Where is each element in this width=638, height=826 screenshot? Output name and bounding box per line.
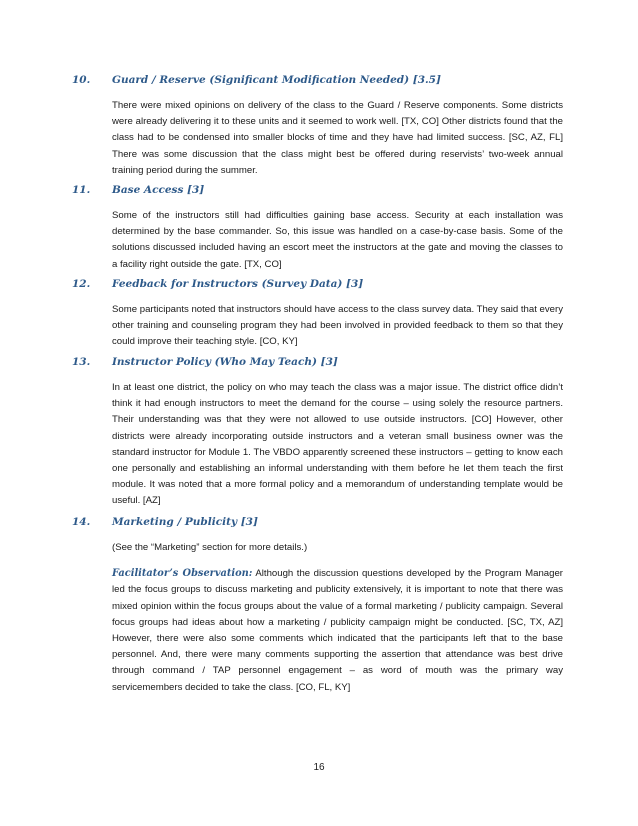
section-guard-reserve bbox=[72, 74, 572, 179]
section-heading bbox=[72, 74, 572, 92]
section-body: Some participants noted that instructors should have access to the class survey data. They said that every other training and counseling program they had been involved in provided feedback to them so that they could improve their teaching style. [CO, KY] bbox=[112, 304, 563, 348]
section-feedback-instructors bbox=[72, 278, 572, 351]
section-body: Some of the instructors still had difficulties gaining base access. Security at each installation was determined by the base commander. So, this issue was handled on a case-by-case basis. Some of the solutions discussed included having an escort meet the instructors at the gate and moving the classes to a facility right outside the gate. [TX, CO] bbox=[112, 210, 563, 270]
section-number: 12. bbox=[72, 278, 91, 290]
section-number: 11. bbox=[72, 184, 91, 196]
section-number: 10. bbox=[72, 74, 91, 86]
page-number: 16 bbox=[313, 762, 325, 773]
section-body: (See the “Marketing” section for more details.) bbox=[112, 542, 308, 553]
section-marketing-publicity bbox=[72, 516, 572, 696]
section-heading bbox=[72, 278, 572, 296]
facilitator-observation bbox=[112, 566, 563, 696]
section-heading bbox=[72, 516, 572, 534]
section-title: Instructor Policy (Who May Teach) [3] bbox=[112, 356, 338, 368]
section-title: Guard / Reserve (Significant Modification Needed) [3.5] bbox=[112, 74, 441, 86]
section-heading bbox=[72, 184, 572, 202]
section-body: There were mixed opinions on delivery of the class to the Guard / Reserve components. Some districts were already delivering it to these units and it seemed to work well. [TX, CO] Other districts found that the class had to be condensed into smaller blocks of time and they have had limited success. [SC, AZ, FL] There was some discussion that the class might best be offered during reservists’ two-week annual training period during the summer. bbox=[112, 100, 563, 176]
section-instructor-policy bbox=[72, 356, 572, 510]
section-title: Feedback for Instructors (Survey Data) [3] bbox=[112, 278, 364, 290]
section-heading bbox=[72, 356, 572, 374]
section-number: 13. bbox=[72, 356, 91, 368]
section-base-access bbox=[72, 184, 572, 273]
section-title: Base Access [3] bbox=[112, 184, 205, 196]
section-title: Marketing / Publicity [3] bbox=[112, 516, 258, 528]
section-number: 14. bbox=[72, 516, 91, 528]
observation-label: Facilitator’s Observation: bbox=[112, 568, 253, 580]
observation-text: Although the discussion questions developed by the Program Manager led the focus groups to discuss marketing and publicity extensively, it is important to note that there was mixed opinion within the focus groups about the value of a formal marketing / publicity campaign. Several focus groups had ideas about how a marketing / publicity campaign might be conducted. [SC, TX, AZ] However, there were also some comments which indicated that the participants left that to the base personnel. And, there were many comments supporting the assertion that attendance was best drive through command / TAP personnel engagement – as word of mouth was the primary way servicemembers decided to take the class. [CO, FL, KY] bbox=[112, 568, 563, 693]
section-body: In at least one district, the policy on who may teach the class was a major issue. The district office didn’t think it had enough instructors to meet the demand for the course – using solely the resource partners. Their understanding was that they were not allowed to use outside instructors. [CO] However, other districts were already incorporating outside instructors and a veteran small business owner was the standard instructor for Module 1. The VBDO apparently screened these instructors – getting to know each one personally and establishing an informal understanding with them before he let them teach the first module. It was noted that a more formal policy and a memorandum of understanding template would be useful. [AZ] bbox=[112, 382, 563, 507]
